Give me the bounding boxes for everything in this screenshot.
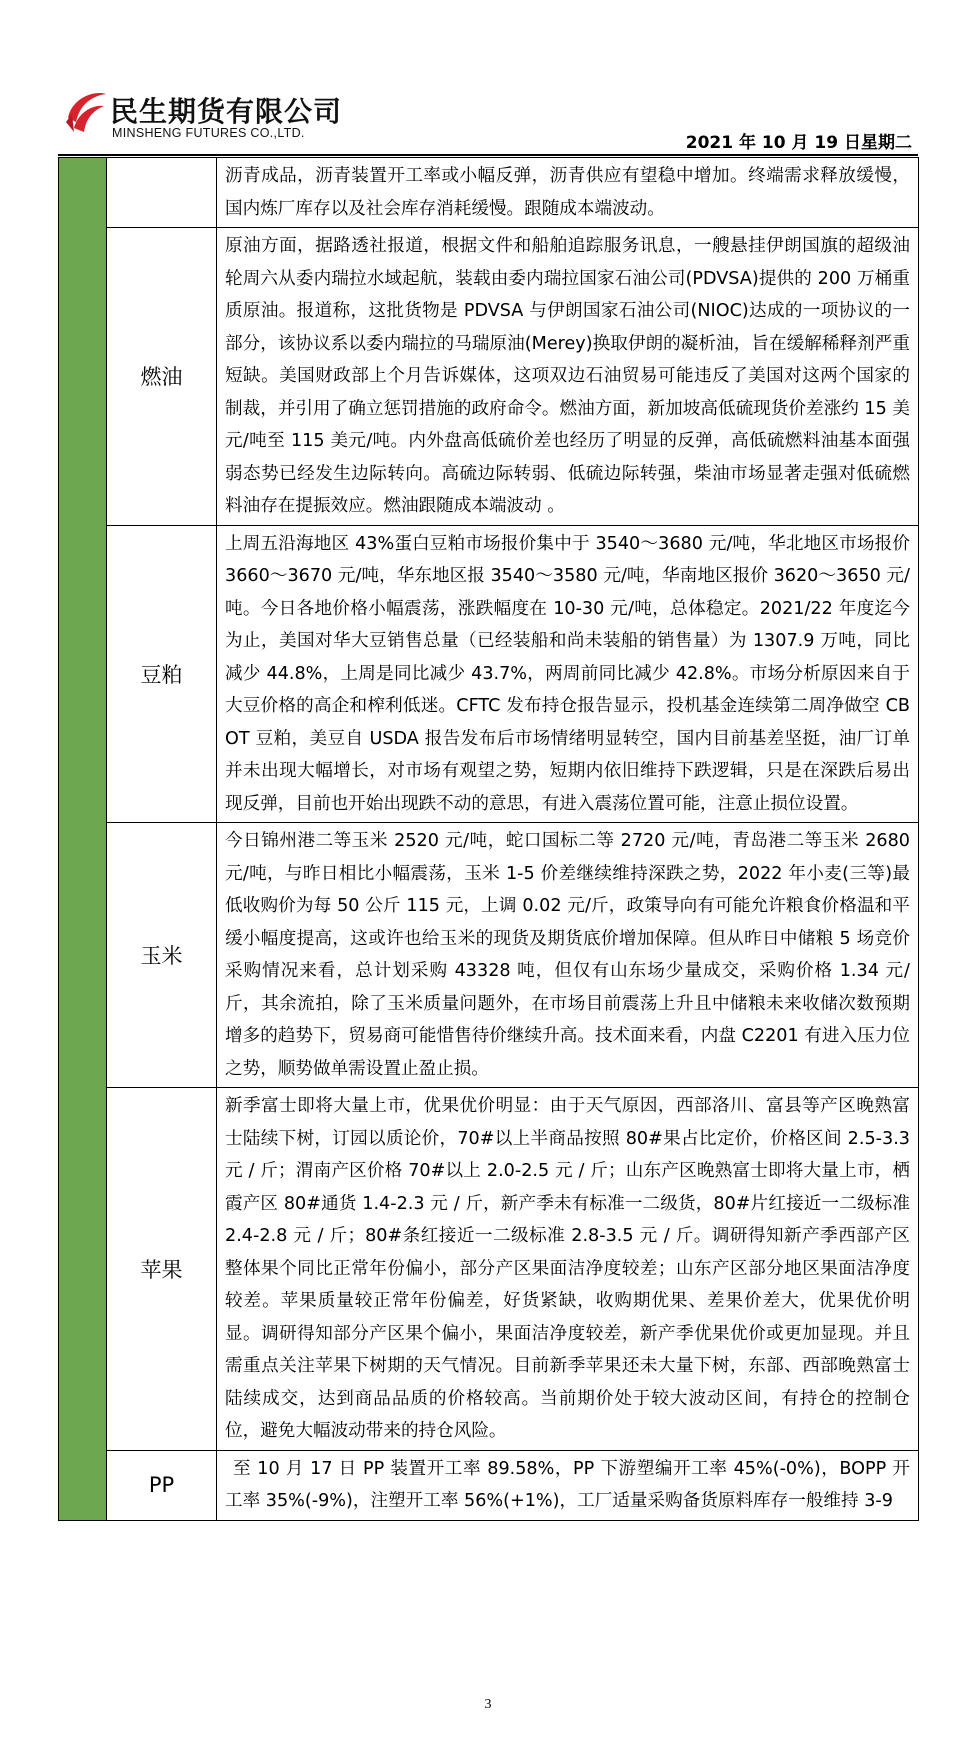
commodity-commentary: 至 10 月 17 日 PP 装置开工率 89.58%，PP 下游塑编开工率 45%(-0%)，BOPP 开工率 35%(-9%)，注塑开工率 56%(+1%)，工厂适量采购备货原料库存一般维持 3-9 [217, 1450, 919, 1520]
table-row [59, 228, 919, 526]
header-rule [58, 154, 918, 156]
commodity-name [107, 158, 217, 228]
page-number: 3 [484, 1697, 492, 1712]
category-band [59, 158, 107, 1521]
table-row [59, 1450, 919, 1520]
commodity-name: 玉米 [107, 823, 217, 1088]
commodity-name: 豆粕 [107, 525, 217, 823]
commodity-commentary: 今日锦州港二等玉米 2520 元/吨，蛇口国标二等 2720 元/吨，青岛港二等玉米 2680 元/吨，与昨日相比小幅震荡，玉米 1-5 价差继续维持深跌之势，2022 年小麦(三等)最低收购价为每 50 公斤 115 元，上调 0.02 元/斤，政策导向有可能允许粮食价格温和平缓小幅度提高，这或许也给玉米的现货及期货底价增加保障。但从昨日中储粮 5 场竞价采购情况来看，总计划采购 43328 吨，但仅有山东场少量成交，采购价格 1.34 元/斤，其余流拍，除了玉米质量问题外，在市场目前震荡上升且中储粮未来收储次数预期增多的趋势下，贸易商可能惜售待价继续升高。技术面来看，内盘 C2201 有进入压力位之势，顺势做单需设置止盈止损。 [217, 823, 919, 1088]
commodity-commentary: 沥青成品，沥青装置开工率或小幅反弹，沥青供应有望稳中增加。终端需求释放缓慢，国内炼厂库存以及社会库存消耗缓慢。跟随成本端波动。 [217, 158, 919, 228]
commodity-table [58, 157, 919, 1521]
company-name-en: MINSHENG FUTURES CO.,LTD. [112, 126, 305, 140]
table-row [59, 158, 919, 228]
commodity-name: PP [107, 1450, 217, 1520]
minsheng-logo-icon [64, 88, 108, 134]
page-header [0, 0, 976, 160]
commodity-commentary: 原油方面，据路透社报道，根据文件和船舶追踪服务讯息，一艘悬挂伊朗国旗的超级油轮周六从委内瑞拉水域起航，装载由委内瑞拉国家石油公司(PDVSA)提供的 200 万桶重质原油。报道称，这批货物是 PDVSA 与伊朗国家石油公司(NIOC)达成的一项协议的一部分，该协议系以委内瑞拉的马瑞原油(Merey)换取伊朗的凝析油，旨在缓解稀释剂严重短缺。美国财政部上个月告诉媒体，这项双边石油贸易可能违反了美国对这两个国家的制裁，并引用了确立惩罚措施的政府命令。燃油方面，新加坡高低硫现货价差涨约 15 美元/吨至 115 美元/吨。内外盘高低硫价差也经历了明显的反弹，高低硫燃料油基本面强弱态势已经发生边际转向。高硫边际转弱、低硫边际转强，柴油市场显著走强对低硫燃料油存在提振效应。燃油跟随成本端波动 。 [217, 228, 919, 526]
commodity-commentary: 新季富士即将大量上市，优果优价明显：由于天气原因，西部洛川、富县等产区晚熟富士陆续下树，订园以质论价，70#以上半商品按照 80#果占比定价，价格区间 2.5-3.3 元 / 斤；渭南产区价格 70#以上 2.0-2.5 元 / 斤；山东产区晚熟富士即将大量上市，栖霞产区 80#通货 1.4-2.3 元 / 斤，新产季未有标准一二级货，80#片红接近一二级标准 2.4-2.8 元 / 斤；80#条红接近一二级标准 2.8-3.5 元 / 斤。调研得知新产季西部产区整体果个同比正常年份偏小，部分产区果面洁净度较差；山东产区部分地区果面洁净度较差。苹果质量较正常年份偏差，好货紧缺，收购期优果、差果价差大，优果优价明显。调研得知部分产区果个偏小，果面洁净度较差，新产季优果优价或更加显现。并且需重点关注苹果下树期的天气情况。目前新季苹果还未大量下树，东部、西部晚熟富士陆续成交，达到商品品质的价格较高。当前期价处于较大波动区间，有持仓的控制仓位，避免大幅波动带来的持仓风险。 [217, 1088, 919, 1451]
table-row [59, 1088, 919, 1451]
table-row [59, 823, 919, 1088]
company-name-cn: 民生期货有限公司 [110, 95, 343, 128]
commodity-name: 苹果 [107, 1088, 217, 1451]
table-row [59, 525, 919, 823]
report-date: 2021 年 10 月 19 日星期二 [685, 133, 912, 153]
commodity-name: 燃油 [107, 228, 217, 526]
company-logo [64, 88, 364, 148]
commodity-commentary: 上周五沿海地区 43%蛋白豆粕市场报价集中于 3540～3680 元/吨，华北地区市场报价 3660～3670 元/吨，华东地区报 3540～3580 元/吨，华南地区报价 3620～3650 元/吨。今日各地价格小幅震荡，涨跌幅度在 10-30 元/吨，总体稳定。2021/22 年度迄今为止，美国对华大豆销售总量（已经装船和尚未装船的销售量）为 1307.9 万吨，同比减少 44.8%，上周是同比减少 43.7%，两周前同比减少 42.8%。市场分析原因来自于大豆价格的高企和榨利低迷。CFTC 发布持仓报告显示，投机基金连续第二周净做空 CBOT 豆粕，美豆自 USDA 报告发布后市场情绪明显转空，国内目前基差坚挺，油厂订单并未出现大幅增长，对市场有观望之势，短期内依旧维持下跌逻辑，只是在深跌后易出现反弹，目前也开始出现跌不动的意思，有进入震荡位置可能，注意止损位设置。 [217, 525, 919, 823]
